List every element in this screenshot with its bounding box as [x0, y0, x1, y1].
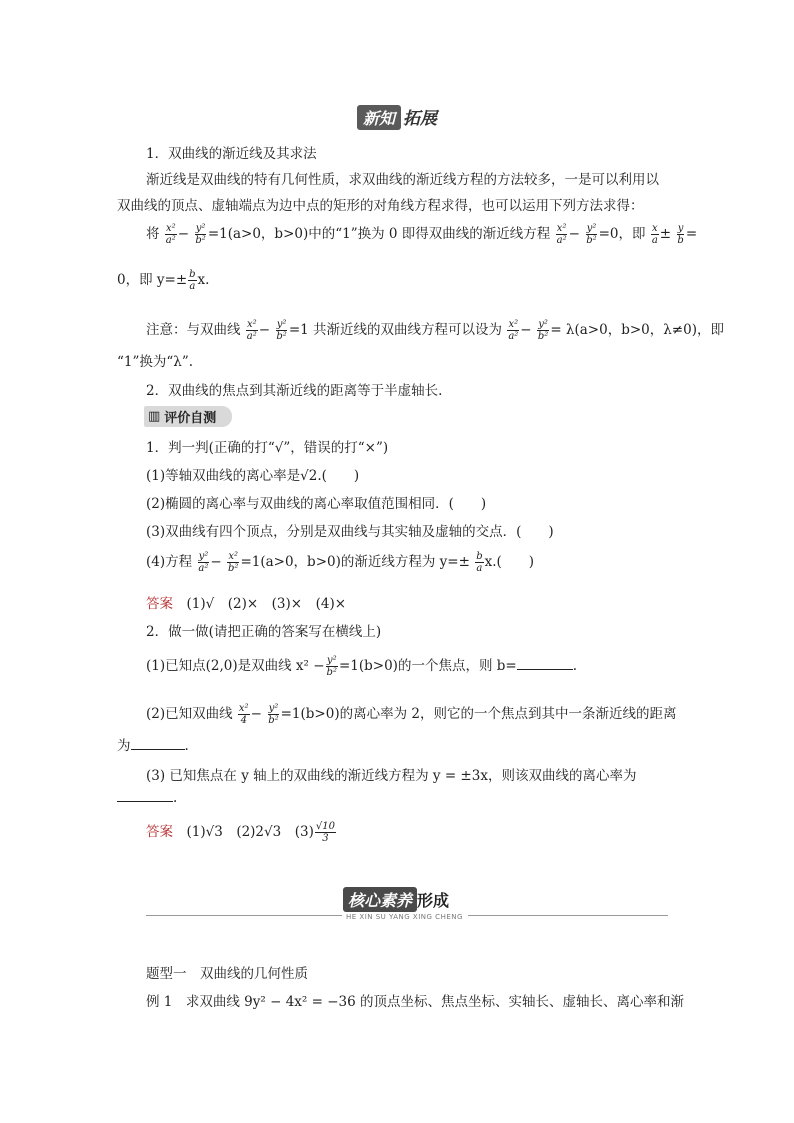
q2-item1: (1)已知点(2,0)是双曲线 x² − $\frac{\text{y²}}{\text{b²}}$ =1(b>0)的一个焦点，则 b= . — [146, 655, 577, 678]
fraction-x2-a2: $\frac{\text{x²}}{\text{a²}}$ — [508, 319, 519, 342]
fraction-x2-b2: $\frac{\text{x²}}{\text{b²}}$ — [228, 551, 239, 574]
fraction-y-b: $\frac{y}{b}$ — [677, 223, 684, 246]
q1-answer: 答案 (1)√ (2)× (3)× (4)× — [146, 596, 347, 612]
fraction-x2-4: $\frac{\text{x²}}{4}$ — [238, 703, 249, 726]
q2-item2-cont: 为 . — [117, 738, 189, 754]
section-header — [357, 104, 437, 130]
answer-blank — [117, 801, 173, 802]
q1-heading: 1．判一判(正确的打“√”，错误的打“×”) — [146, 440, 389, 456]
core-header — [343, 887, 449, 912]
q2-item2: (2)已知双曲线 $\frac{\text{x²}}{4}$ − $\frac{\text{y²}}{\text{b²}}$ =1(b>0)的离心率为 2，则它的一个焦点到其中一条渐近线的距离 — [146, 703, 677, 726]
fraction-y2-b2: $\frac{\text{y²}}{\text{b²}}$ — [326, 655, 337, 678]
answer-blank — [131, 749, 185, 750]
eval-badge: ▥ 评价自测 — [144, 406, 232, 427]
section1-para1: 渐近线是双曲线的特有几何性质，求双曲线的渐近线方程的方法较多，一是可以利用以 — [146, 172, 659, 188]
topic-heading: 题型一 双曲线的几何性质 — [146, 966, 308, 982]
fraction-y2-b2: $\frac{\text{y²}}{\text{b²}}$ — [268, 703, 279, 726]
fraction-x2-a2: $\frac{\text{x²}}{\text{a²}}$ — [246, 319, 257, 342]
fraction-b-a: $\frac{b}{a}$ — [189, 269, 196, 292]
fraction-y2-b2: $\frac{\text{y²}}{\text{b²}}$ — [276, 319, 287, 342]
fraction-x-a: $\frac{x}{a}$ — [651, 223, 658, 246]
fraction-b-a: $\frac{b}{a}$ — [476, 551, 483, 574]
section1-heading: 1．双曲线的渐近线及其求法 — [146, 146, 317, 162]
fraction-y2-a2: $\frac{\text{y²}}{\text{a²}}$ — [198, 551, 209, 574]
core-subtitle: HE XIN SU YANG XING CHENG — [346, 913, 463, 921]
section1-note2: “1”换为“λ”. — [117, 354, 194, 370]
section1-note: 注意：与双曲线 $\frac{\text{x²}}{\text{a²}}$ − $\frac{\text{y²}}{\text{b²}}$ =1 共渐近线的双曲线方程可以设为 $\frac{\text{x²}}{\text{a²}}$ − $\frac{\text{y²}}{\text{b²}}$ = λ(a>0，b>0，λ≠0)，即 — [146, 319, 724, 342]
fraction-y2-b2: $\frac{\text{y²}}{\text{b²}}$ — [195, 223, 206, 246]
section1-line4: 0，即 y=± $\frac{b}{a}$ x. — [117, 269, 210, 292]
q1-item1: (1)等轴双曲线的离心率是√2.( ) — [146, 468, 360, 484]
divider-left — [146, 915, 342, 916]
chart-icon: ▥ — [148, 409, 161, 424]
answer-label: 答案 — [146, 596, 173, 612]
q1-item3: (3)双曲线有四个顶点，分别是双曲线与其实轴及虚轴的交点．( ) — [146, 524, 554, 540]
fraction-x2-a2: $\frac{\text{x²}}{\text{a²}}$ — [556, 223, 567, 246]
section2-heading: 2．双曲线的焦点到其渐近线的距离等于半虚轴长. — [146, 383, 443, 399]
divider-right — [468, 915, 668, 916]
topic-example: 例 1 求双曲线 9y² − 4x² = −36 的顶点坐标、焦点坐标、实轴长、虚轴长、离心率和渐 — [146, 994, 684, 1010]
answer-label: 答案 — [146, 824, 173, 840]
section1-line3: 将 $\frac{\text{x²}}{\text{a²}}$ − $\frac{\text{y²}}{\text{b²}}$ =1(a>0，b>0)中的“1”换为 0 即得双曲线的渐近线方程 $\frac{\text{x²}}{\text{a²}}$ − $\frac{\text{y²}}{\text{b²}}$ =0，即 $\frac{x}{a}$ ± $\frac{y}{b}$ = — [146, 223, 698, 246]
answer-blank — [517, 669, 573, 670]
q2-item3-blank: . — [117, 790, 177, 806]
core-text: 形成 — [417, 891, 450, 910]
header-badge: 新知 — [357, 105, 401, 130]
q1-item4: (4)方程 $\frac{\text{y²}}{\text{a²}}$ − $\frac{\text{x²}}{\text{b²}}$ =1(a>0，b>0)的渐近线方程为 y=± $\frac{b}{a}$ x.( ) — [146, 551, 535, 574]
q2-answer: 答案 (1)√3 (2)2√3 (3) $\frac{√10}{3}$ — [146, 821, 335, 844]
fraction-x2-a2: $\frac{\text{x²}}{\text{a²}}$ — [165, 223, 176, 246]
header-text: 拓展 — [403, 109, 438, 129]
fraction-sqrt10-3: $\frac{√10}{3}$ — [315, 821, 335, 844]
fraction-y2-b2: $\frac{\text{y²}}{\text{b²}}$ — [537, 319, 549, 342]
core-badge: 核心素养 — [343, 887, 417, 912]
q2-heading: 2．做一做(请把正确的答案写在横线上) — [146, 624, 382, 640]
q2-item3: (3) 已知焦点在 y 轴上的双曲线的渐近线方程为 y = ±3x，则该双曲线的离心率为 — [146, 768, 637, 784]
fraction-y2-b2: $\frac{\text{y²}}{\text{b²}}$ — [586, 223, 597, 246]
section1-para2: 双曲线的顶点、虚轴端点为边中点的矩形的对角线方程求得，也可以运用下列方法求得： — [117, 198, 644, 214]
q1-item2: (2)椭圆的离心率与双曲线的离心率取值范围相同．( ) — [146, 496, 487, 512]
